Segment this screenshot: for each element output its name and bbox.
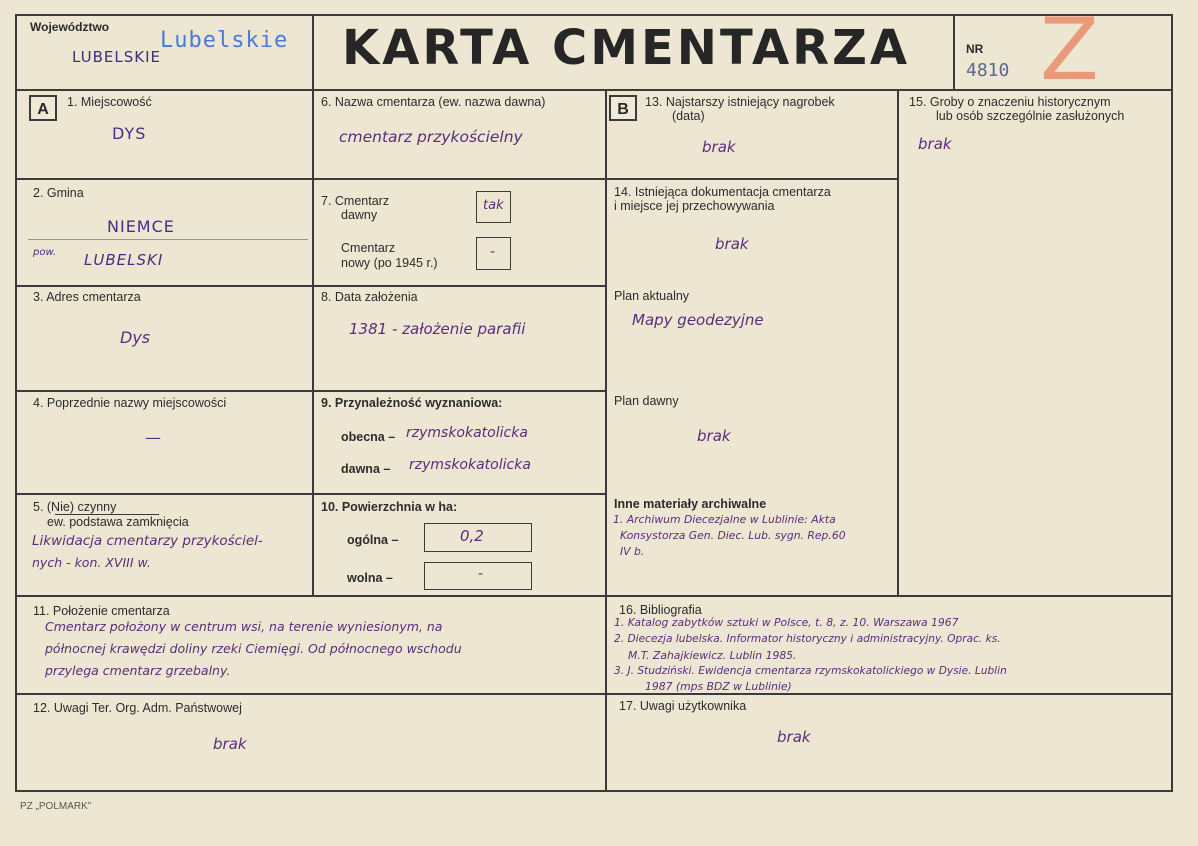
- field-9-dawna-value: rzymskokatolicka: [409, 457, 531, 473]
- field-1-label: 1. Miejscowość: [67, 95, 152, 109]
- inne-materialy-value-1: 1. Archiwum Diecezjalne w Lublinie: Akta: [613, 513, 836, 526]
- field-7-nowy-label-1: Cmentarz: [341, 241, 396, 255]
- column-divider-1: [312, 89, 314, 595]
- row-divider: [15, 178, 606, 180]
- row-divider: [605, 178, 898, 180]
- field-17-value: brak: [777, 728, 811, 746]
- field-14-label: 14. Istniejąca dokumentacja cmentarza: [614, 185, 831, 199]
- header-divider-left: [312, 14, 314, 90]
- field-3-value: Dys: [120, 328, 151, 347]
- field-10-ogolna-label: ogólna –: [347, 533, 399, 547]
- field-9-obecna-value: rzymskokatolicka: [406, 425, 528, 441]
- field-15-label: 15. Groby o znaczeniu historycznym: [909, 95, 1111, 109]
- row-divider: [15, 595, 1173, 597]
- wojewodztwo-label: Województwo: [30, 20, 110, 34]
- nr-value: 4810: [966, 60, 1010, 81]
- field-9-obecna-label: obecna –: [341, 430, 396, 444]
- field-12-value: brak: [213, 735, 247, 753]
- field-10-wolna-value: -: [478, 566, 484, 582]
- field-16-value-line-1: 1. Katalog zabytków sztuki w Polsce, t. 8, z. 10. Warszawa 1967: [614, 616, 959, 629]
- gmina-pow-divider: [28, 239, 308, 240]
- field-11-label: 11. Położenie cmentarza: [33, 604, 170, 618]
- wojewodztwo-stamp: Lubelskie: [160, 28, 289, 53]
- header-divider: [15, 89, 1173, 91]
- field-4-value: —: [145, 428, 161, 447]
- column-divider-2: [605, 89, 607, 792]
- inne-materialy-value-2: Konsystorza Gen. Diec. Lub. sygn. Rep.60: [620, 529, 846, 542]
- field-7-dawny-label: dawny: [341, 208, 378, 222]
- field-14-value: brak: [715, 235, 749, 253]
- field-2-pow-value: LUBELSKI: [84, 251, 164, 269]
- field-15-sublabel: lub osób szczególnie zasłużonych: [936, 109, 1125, 123]
- header-divider-right: [953, 14, 955, 90]
- field-10-ogolna-value: 0,2: [460, 527, 484, 545]
- row-divider: [15, 493, 606, 495]
- inne-materialy-value-3: IV b.: [620, 545, 645, 558]
- field-1-value: DYS: [112, 124, 147, 143]
- field-16-value-line-2: 2. Diecezja lubelska. Informator historyczny i administracyjny. Oprac. ks.: [614, 633, 1001, 645]
- inne-materialy-label: Inne materiały archiwalne: [614, 497, 767, 511]
- field-17-label: 17. Uwagi użytkownika: [619, 699, 747, 713]
- plan-dawny-label: Plan dawny: [614, 394, 679, 408]
- field-11-value-line-1: Cmentarz położony w centrum wsi, na terenie wyniesionym, na: [45, 619, 443, 634]
- field-13-sublabel: (data): [672, 109, 705, 123]
- field-16-label: 16. Bibliografia: [619, 603, 702, 617]
- row-divider: [15, 693, 1173, 695]
- row-divider: [15, 390, 606, 392]
- field-2-value: NIEMCE: [107, 217, 175, 236]
- field-5-sublabel: ew. podstawa zamknięcia: [47, 515, 189, 529]
- field-14-sublabel: i miejsce jej przechowywania: [614, 199, 775, 213]
- column-divider-3: [897, 89, 899, 595]
- field-11-value-line-3: przylega cmentarz grzebalny.: [45, 663, 231, 678]
- field-13-value: brak: [702, 138, 736, 156]
- field-12-label: 12. Uwagi Ter. Org. Adm. Państwowej: [33, 701, 242, 715]
- plan-dawny-value: brak: [697, 427, 731, 445]
- field-15-value: brak: [918, 135, 952, 153]
- field-4-label: 4. Poprzednie nazwy miejscowości: [33, 396, 227, 410]
- field-7-nowy-label-2: nowy (po 1945 r.): [341, 256, 438, 270]
- field-6-value: cmentarz przykościelny: [339, 128, 523, 146]
- field-5-value-line-2: nych - kon. XVIII w.: [32, 555, 151, 570]
- field-16-value-line-5: 1987 (mps BDZ w Lublinie): [645, 680, 792, 693]
- field-5-value-line-1: Likwidacja cmentarzy przykościel-: [32, 533, 263, 549]
- field-7-label: 7. Cmentarz: [321, 194, 390, 208]
- plan-aktualny-value: Mapy geodezyjne: [632, 311, 764, 329]
- field-16-value-line-3: M.T. Zahajkiewicz. Lublin 1985.: [628, 649, 797, 662]
- field-8-value: 1381 - założenie parafii: [349, 320, 526, 338]
- nr-label: NR: [966, 42, 984, 56]
- section-a-marker: A: [29, 95, 57, 121]
- row-divider: [15, 285, 606, 287]
- field-16-value-line-4: 3. J. Studziński. Ewidencja cmentarza rzymskokatolickiego w Dysie. Lublin: [614, 665, 1007, 677]
- field-13-label: 13. Najstarszy istniejący nagrobek: [645, 95, 835, 109]
- card-title: KARTA CMENTARZA: [342, 20, 911, 76]
- z-mark: Z: [1040, 0, 1099, 100]
- field-3-label: 3. Adres cmentarza: [33, 290, 141, 304]
- field-9-dawna-label: dawna –: [341, 462, 391, 476]
- field-10-label: 10. Powierzchnia w ha:: [321, 500, 458, 514]
- field-8-label: 8. Data założenia: [321, 290, 418, 304]
- field-5-label: 5. (Nie) czynny: [33, 500, 117, 514]
- field-10-wolna-label: wolna –: [347, 571, 393, 585]
- wojewodztwo-typed-value: LUBELSKIE: [72, 48, 161, 66]
- field-2-label: 2. Gmina: [33, 186, 84, 200]
- field-6-label: 6. Nazwa cmentarza (ew. nazwa dawna): [321, 95, 546, 109]
- field-11-value-line-2: północnej krawędzi doliny rzeki Ciemięgi. Od północnego wschodu: [45, 641, 462, 656]
- printer-mark: PZ „POLMARK”: [20, 801, 92, 812]
- field-7-nowy-value: -: [490, 244, 496, 260]
- plan-aktualny-label: Plan aktualny: [614, 289, 690, 303]
- field-2-pow-label: pow.: [33, 247, 57, 258]
- field-9-label: 9. Przynależność wyznaniowa:: [321, 396, 503, 410]
- field-7-dawny-value: tak: [483, 198, 504, 213]
- section-b-marker: B: [609, 95, 637, 121]
